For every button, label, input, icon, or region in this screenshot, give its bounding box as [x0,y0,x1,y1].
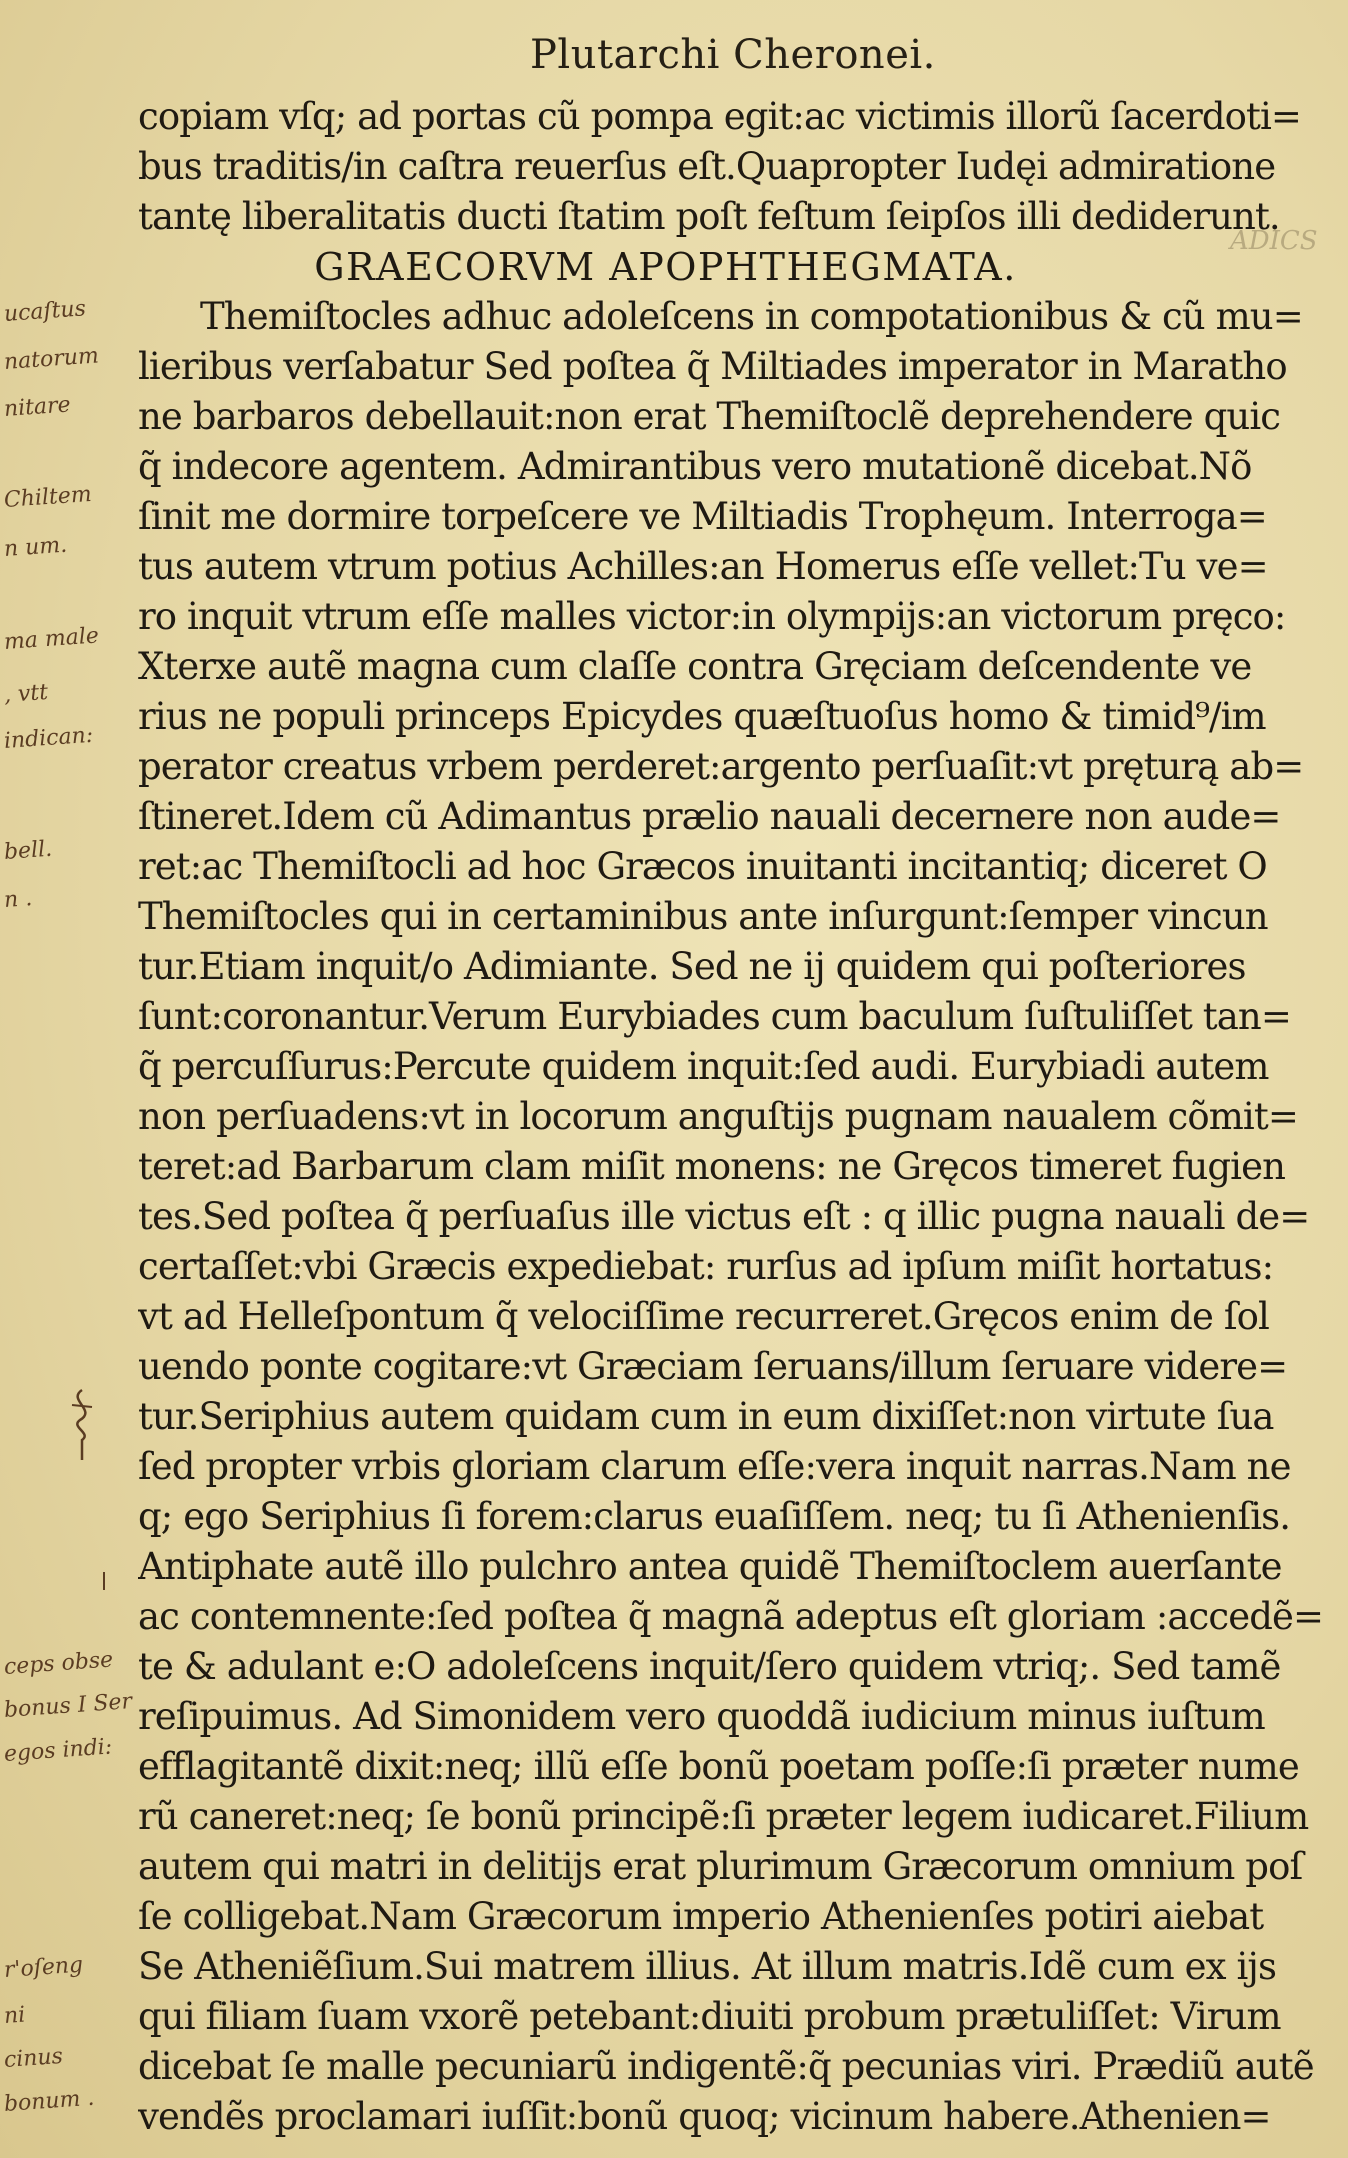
text-line: tantę liberalitatis ducti ſtatim poſt feſtum ſeipſos illi dediderunt. [138,195,1280,238]
text-line: ſunt:coronantur.Verum Eurybiades cum baculum ſuſtuliſſet tan= [138,995,1291,1038]
text-line: dicebat ſe malle pecuniarũ indigentẽ:q̃ pecunias viri. Prædiũ autẽ [138,2045,1314,2088]
text-line: ro inquit vtrum eſſe malles victor:in olympijs:an victorum pręco: [138,595,1286,638]
text-line: tes.Sed poſtea q̃ perſuaſus ille victus eſt : q illic pugna nauali de= [138,1195,1310,1238]
text-line: q̃ percuſſurus:Percute quidem inquit:ſed audi. Eurybiadi autem [138,1045,1269,1088]
text-line: lieribus verſabatur Sed poſtea q̃ Miltiades imperator in Maratho [138,345,1287,388]
handwritten-margin-note: egos indi: [3,1734,113,1767]
handwritten-margin-note: natorum [3,343,100,375]
show-through-text: ADICS [1230,226,1318,256]
text-line: ac contemnente:ſed poſtea q̃ magnã adeptus eſt gloriam :accedẽ= [138,1595,1324,1638]
text-line: Xterxe autẽ magna cum claſſe contra Gręciam deſcendente ve [138,645,1252,688]
text-line: ne barbaros debellauit:non erat Themiſtoclẽ deprehendere quic [138,395,1281,438]
text-line: te & adulant e:O adoleſcens inquit/ſero quidem vtriq;. Sed tamẽ [138,1645,1281,1688]
handwritten-margin-note: bonus I Ser [3,1689,133,1723]
text-line: ſe colligebat.Nam Græcorum imperio Athenienſes potiri aiebat [138,1895,1264,1938]
text-line: q̃ indecore agentem. Admirantibus vero mutationẽ dicebat.Nõ [138,445,1252,488]
text-block [138,92,1343,2142]
text-line: ret:ac Themiſtocli ad hoc Græcos inuitanti incitantiq; diceret O [138,845,1267,888]
text-line: efflagitantẽ dixit:neq; illũ eſſe bonũ poetam poſſe:ſi præter nume [138,1745,1299,1788]
handwritten-margin-note: ucaſtus [3,296,87,327]
handwritten-margin-note: r'oſeng [3,1952,84,1983]
handwritten-margin-note: cinus [3,2043,64,2073]
text-line: q; ego Seriphius ſi forem:clarus euaſiſſem. neq; tu ſi Athenienſis. [138,1495,1291,1538]
text-line: rius ne populi princeps Epicydes quæſtuoſus homo & timid⁹/im [138,695,1266,738]
text-line: uendo ponte cogitare:vt Græciam ſeruans/illum ſeruare videre= [138,1345,1288,1388]
handwritten-margin-note: ni [3,2002,27,2029]
text-line: tus autem vtrum potius Achilles:an Homerus eſſe vellet:Tu ve= [138,545,1268,588]
text-line: qui filiam ſuam vxorẽ petebant:diuiti probum prætuliſſet: Virum [138,1995,1281,2038]
handwritten-margin-note: n um. [3,532,68,562]
text-line: ſtineret.Idem cũ Adimantus prælio nauali decernere non aude= [138,795,1281,838]
text-line: perator creatus vrbem perderet:argento perſuaſit:vt pręturą ab= [138,745,1304,788]
text-line: Antiphate autẽ illo pulchro antea quidẽ Themiſtoclem auerſante [138,1545,1282,1588]
handwritten-margin-note: ceps obse [3,1647,114,1680]
text-line: bus traditis/in caſtra reuerſus eſt.Quapropter Iudęi admiratione [138,145,1276,188]
text-line: Themiſtocles adhuc adoleſcens in compotationibus & cũ mu= [200,295,1303,338]
text-line: teret:ad Barbarum clam miſit monens: ne Gręcos timeret fugien [138,1145,1286,1188]
text-line: autem qui matri in delitijs erat plurimum Græcorum omnium poſ [138,1845,1303,1888]
running-head: Plutarchi Cheronei. [530,32,936,78]
text-line: reſipuimus. Ad Simonidem vero quoddã iudicium minus iuſtum [138,1695,1265,1738]
text-line: Themiſtocles qui in certaminibus ante inſurgunt:ſemper vincun [138,895,1268,938]
margin-annotations [0,0,140,2158]
text-line: Se Atheniẽſium.Sui matrem illius. At illum matris.Idẽ cum ex ijs [138,1945,1277,1988]
text-line: copiam vſq; ad portas cũ pompa egit:ac victimis illorũ ſacerdoti= [138,95,1302,138]
handwritten-margin-note: bell. [3,836,53,865]
marginal-doodle [62,1385,102,1465]
handwritten-margin-note: Chiltem [3,481,93,513]
handwritten-margin-note: n . [3,886,33,913]
text-line: vendẽs proclamari iuſſit:bonũ quoq; vicinum habere.Athenien= [138,2095,1271,2138]
text-line: tur.Seriphius autem quidam cum in eum dixiſſet:non virtute ſua [138,1395,1274,1438]
text-line: ſed propter vrbis gloriam clarum eſſe:vera inquit narras.Nam ne [138,1445,1291,1488]
handwritten-margin-note: nitare [3,392,72,422]
handwritten-margin-note: bonum . [3,2085,96,2117]
text-line: certaſſet:vbi Græcis expediebat: rurſus ad ipſum miſit hortatus: [138,1245,1274,1288]
handwritten-margin-note: , vtt [3,679,49,708]
text-line: non perſuadens:vt in locorum anguſtijs pugnam naualem cõmit= [138,1095,1298,1138]
text-line: ſinit me dormire torpeſcere ve Miltiadis Trophęum. Interroga= [138,495,1267,538]
text-line: rũ caneret:neq; ſe bonũ principẽ:ſi præter legem iudicaret.Filium [138,1795,1309,1838]
text-line: tur.Etiam inquit/o Adimiante. Sed ne ij quidem qui poſteriores [138,945,1246,988]
handwritten-margin-note: ma male [3,623,100,655]
text-line: vt ad Helleſpontum q̃ velociſſime recurreret.Gręcos enim de ſol [138,1295,1269,1338]
section-heading: GRAECORVM APOPHTHEGMATA. [314,245,1017,289]
handwritten-margin-note: indican: [3,722,94,754]
margin-tick-mark [100,1570,108,1594]
